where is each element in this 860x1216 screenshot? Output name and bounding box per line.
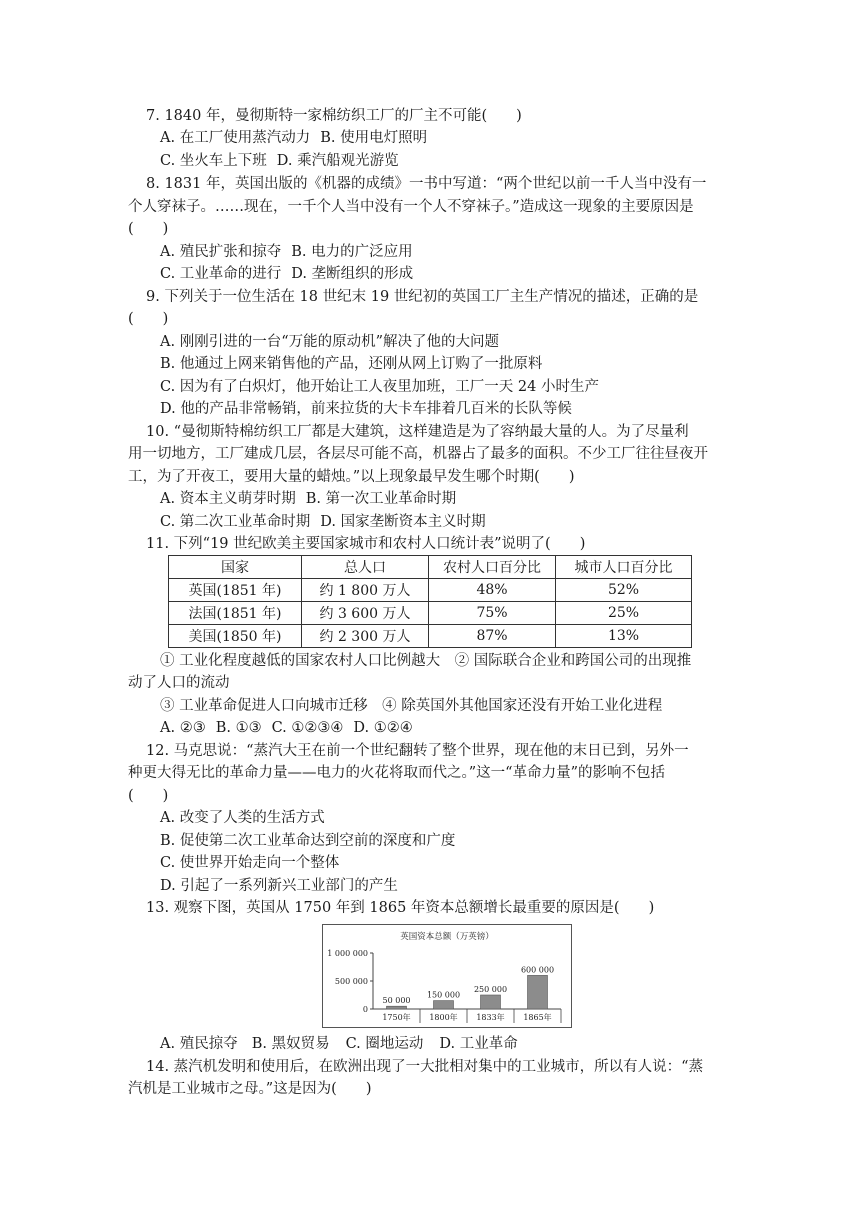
q10-options-row1 — [160, 489, 466, 509]
bar — [481, 995, 501, 1009]
q8-stem-line3: ( ) — [128, 221, 169, 237]
chart-marks — [327, 949, 561, 1023]
bar — [387, 1006, 407, 1009]
table-cell: 52% — [556, 579, 692, 602]
table-cell: 87% — [429, 625, 556, 648]
table-cell: 英国(1851 年) — [169, 579, 302, 602]
q11-option-a[interactable]: A. ②③ — [160, 720, 206, 736]
q10-option-c[interactable]: C. 第二次工业革命时期 — [160, 514, 311, 530]
q9-option-c[interactable]: C. 因为有了白炽灯，他开始让工人夜里加班，工厂一天 24 小时生产 — [160, 379, 599, 395]
bar — [528, 975, 548, 1009]
q7-option-d[interactable]: D. 乘汽船观光游览 — [276, 153, 399, 169]
q12-option-c[interactable]: C. 使世界开始走向一个整体 — [160, 855, 340, 871]
category-label: 1865年 — [523, 1013, 552, 1022]
q12-stem-line1: 12. 马克思说：“蒸汽大王在前一个世纪翻转了整个世界，现在他的末日已到，另外一 — [146, 743, 689, 759]
q7-option-b[interactable]: B. 使用电灯照明 — [320, 130, 428, 146]
capital-bar-chart — [322, 924, 572, 1028]
table-cell: 约 1 800 万人 — [302, 579, 429, 602]
table-cell: 13% — [556, 625, 692, 648]
y-tick-label: 0 — [362, 1005, 368, 1014]
bar-value-label: 600 000 — [520, 965, 555, 975]
table-header-cell: 总人口 — [302, 556, 429, 579]
q11-statement-line1: ① 工业化程度越低的国家农村人口比例越大 ② 国际联合企业和跨国公司的出现推 — [160, 653, 692, 669]
table-row — [169, 625, 692, 648]
q11-statement-line2: 动了人口的流动 — [128, 675, 230, 691]
q8-option-a[interactable]: A. 殖民扩张和掠夺 — [160, 244, 282, 260]
q14-stem-line1: 14. 蒸汽机发明和使用后，在欧洲出现了一大批相对集中的工业城市，所以有人说：“蒸 — [146, 1059, 704, 1075]
q13-stem: 13. 观察下图，英国从 1750 年到 1865 年资本总额增长最重要的原因是( ) — [146, 900, 655, 916]
q8-option-c[interactable]: C. 工业革命的进行 — [160, 266, 282, 282]
table-row — [169, 579, 692, 602]
q11-options-row — [160, 718, 423, 738]
y-tick-label: 500 000 — [334, 977, 368, 986]
q8-stem-line2: 个人穿袜子。……现在，一千个人当中没有一个人不穿袜子。”造成这一现象的主要原因是 — [128, 199, 694, 215]
q7-options-row2 — [160, 151, 409, 171]
table-cell: 美国(1850 年) — [169, 625, 302, 648]
q8-option-d[interactable]: D. 垄断组织的形成 — [291, 266, 414, 282]
table-cell: 法国(1851 年) — [169, 602, 302, 625]
q11-option-b[interactable]: B. ①③ — [215, 720, 262, 736]
chart-title: 英国资本总额（万英镑） — [400, 932, 494, 942]
q10-stem-line3: 工，为了开夜工，要用大量的蜡烛。”以上现象最早发生哪个时期( ) — [128, 469, 575, 485]
q13-options-row — [160, 1034, 518, 1054]
q10-option-d[interactable]: D. 国家垄断资本主义时期 — [320, 514, 486, 530]
q8-options-row1 — [160, 242, 423, 262]
q7-options-row1 — [160, 128, 437, 148]
table-cell: 约 3 600 万人 — [302, 602, 429, 625]
table-header-cell: 城市人口百分比 — [556, 556, 692, 579]
q11-statement-line3: ③ 工业革命促进人口向城市迁移 ④ 除英国外其他国家还没有开始工业化进程 — [160, 698, 663, 714]
table-row — [169, 602, 692, 625]
bar-value-label: 250 000 — [473, 985, 508, 994]
y-tick-label: 1 000 000 — [327, 949, 368, 958]
chart-svg — [323, 925, 571, 1027]
q11-stem: 11. 下列“19 世纪欧美主要国家城市和农村人口统计表”说明了( ) — [146, 536, 586, 552]
q8-option-b[interactable]: B. 电力的广泛应用 — [291, 244, 413, 260]
bar-value-label: 150 000 — [426, 990, 461, 1000]
bar-value-label: 50 000 — [382, 996, 411, 1006]
q10-stem-line1: 10. “曼彻斯特棉纺织工厂都是大建筑，这样建造是为了容纳最大量的人。为了尽量利 — [146, 424, 689, 440]
q12-option-b[interactable]: B. 促使第二次工业革命达到空前的深度和广度 — [160, 833, 456, 849]
q10-option-b[interactable]: B. 第一次工业革命时期 — [305, 491, 457, 507]
q9-stem-line2: ( ) — [128, 311, 169, 327]
q13-option-a[interactable]: A. 殖民掠夺 — [160, 1036, 238, 1052]
q10-option-a[interactable]: A. 资本主义萌芽时期 — [160, 491, 296, 507]
q10-options-row2 — [160, 512, 496, 532]
table-cell: 48% — [429, 579, 556, 602]
table-header-cell: 农村人口百分比 — [429, 556, 556, 579]
q8-stem-line1: 8. 1831 年，英国出版的《机器的成绩》一书中写道：“两个世纪以前一千人当中没有一 — [146, 176, 707, 192]
q7-option-c[interactable]: C. 坐火车上下班 — [160, 153, 267, 169]
q9-option-d[interactable]: D. 他的产品非常畅销，前来拉货的大卡车排着几百米的长队等候 — [160, 401, 572, 417]
category-label: 1800年 — [429, 1013, 458, 1022]
q13-option-b[interactable]: B. 黑奴贸易 — [251, 1036, 330, 1052]
q7-option-a[interactable]: A. 在工厂使用蒸汽动力 — [160, 130, 311, 146]
q13-option-d[interactable]: D. 工业革命 — [439, 1036, 518, 1052]
q12-option-a[interactable]: A. 改变了人类的生活方式 — [160, 810, 325, 826]
category-label: 1833年 — [476, 1013, 505, 1022]
q9-option-b[interactable]: B. 他通过上网来销售他的产品，还刚从网上订购了一批原料 — [160, 356, 543, 372]
q12-stem-line3: ( ) — [128, 788, 169, 804]
q7-stem: 7. 1840 年，曼彻斯特一家棉纺织工厂的厂主不可能( ) — [146, 108, 522, 124]
table-cell: 约 2 300 万人 — [302, 625, 429, 648]
table-header-row — [169, 556, 692, 579]
table-header-cell: 国家 — [169, 556, 302, 579]
category-label: 1750年 — [382, 1013, 411, 1022]
q10-stem-line2: 用一切地方，工厂建成几层，各层尽可能不高，机器占了最多的面积。不少工厂往往昼夜开 — [128, 446, 708, 462]
table-cell: 25% — [556, 602, 692, 625]
q12-stem-line2: 种更大得无比的革命力量——电力的火花将取而代之。”这一“革命力量”的影响不包括 — [128, 765, 665, 781]
q13-option-c[interactable]: C. 圈地运动 — [345, 1036, 424, 1052]
q9-stem-line1: 9. 下列关于一位生活在 18 世纪末 19 世纪初的英国工厂主生产情况的描述，正确的是 — [146, 289, 699, 305]
q14-stem-line2: 汽机是工业城市之母。”这是因为( ) — [128, 1081, 372, 1097]
population-table — [168, 555, 692, 648]
q12-option-d[interactable]: D. 引起了一系列新兴工业部门的产生 — [160, 878, 398, 894]
q11-option-c[interactable]: C. ①②③④ — [271, 720, 344, 736]
q11-option-d[interactable]: D. ①②④ — [353, 720, 413, 736]
bar — [434, 1001, 454, 1009]
q9-option-a[interactable]: A. 刚刚引进的一台“万能的原动机”解决了他的大问题 — [160, 334, 500, 350]
table-cell: 75% — [429, 602, 556, 625]
q8-options-row2 — [160, 264, 423, 284]
